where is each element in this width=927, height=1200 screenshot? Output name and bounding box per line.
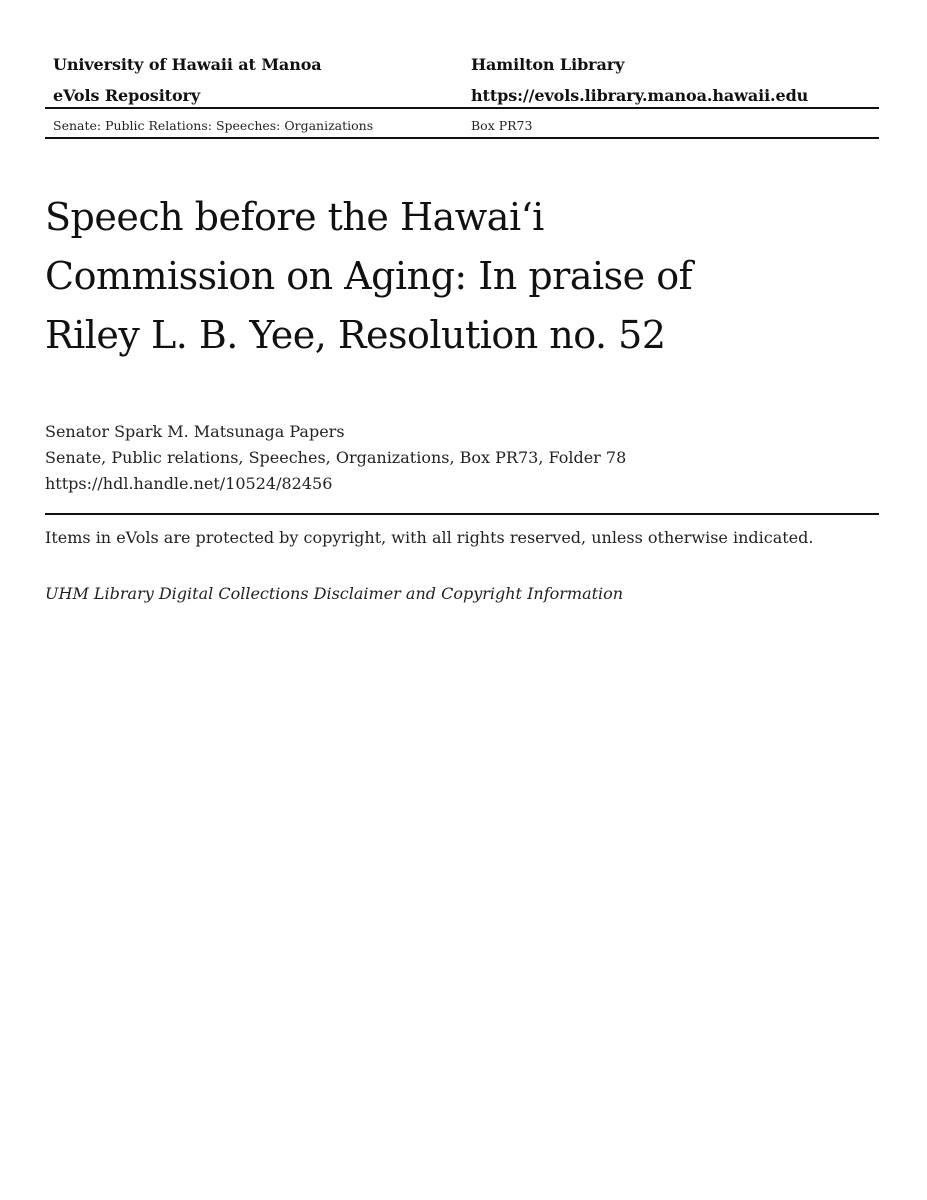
disclaimer-link[interactable]: UHM Library Digital Collections Disclaimer and Copyright Information bbox=[45, 584, 624, 603]
repository-url[interactable]: https://evols.library.manoa.hawaii.edu bbox=[471, 86, 809, 105]
collection-name: Senator Spark M. Matsunaga Papers bbox=[45, 422, 345, 441]
title-line-2: Commission on Aging: In praise of bbox=[45, 254, 693, 298]
title-line-3: Riley L. B. Yee, Resolution no. 52 bbox=[45, 313, 666, 357]
collection-path: Senate: Public Relations: Speeches: Organizations bbox=[53, 118, 374, 133]
content-divider bbox=[45, 513, 879, 515]
copyright-notice: Items in eVols are protected by copyright, with all rights reserved, unless otherwise indicated. bbox=[45, 528, 814, 547]
header-divider-bottom bbox=[45, 137, 879, 139]
title-line-1: Speech before the Hawaiʻi bbox=[45, 195, 544, 239]
repository-name: eVols Repository bbox=[53, 86, 201, 105]
box-label: Box PR73 bbox=[471, 118, 533, 133]
folder-location: Senate, Public relations, Speeches, Organizations, Box PR73, Folder 78 bbox=[45, 448, 627, 467]
document-title bbox=[45, 188, 865, 365]
handle-link[interactable]: https://hdl.handle.net/10524/82456 bbox=[45, 474, 333, 493]
institution-name: University of Hawaii at Manoa bbox=[53, 55, 322, 74]
header-divider-top bbox=[45, 107, 879, 109]
library-name: Hamilton Library bbox=[471, 55, 625, 74]
